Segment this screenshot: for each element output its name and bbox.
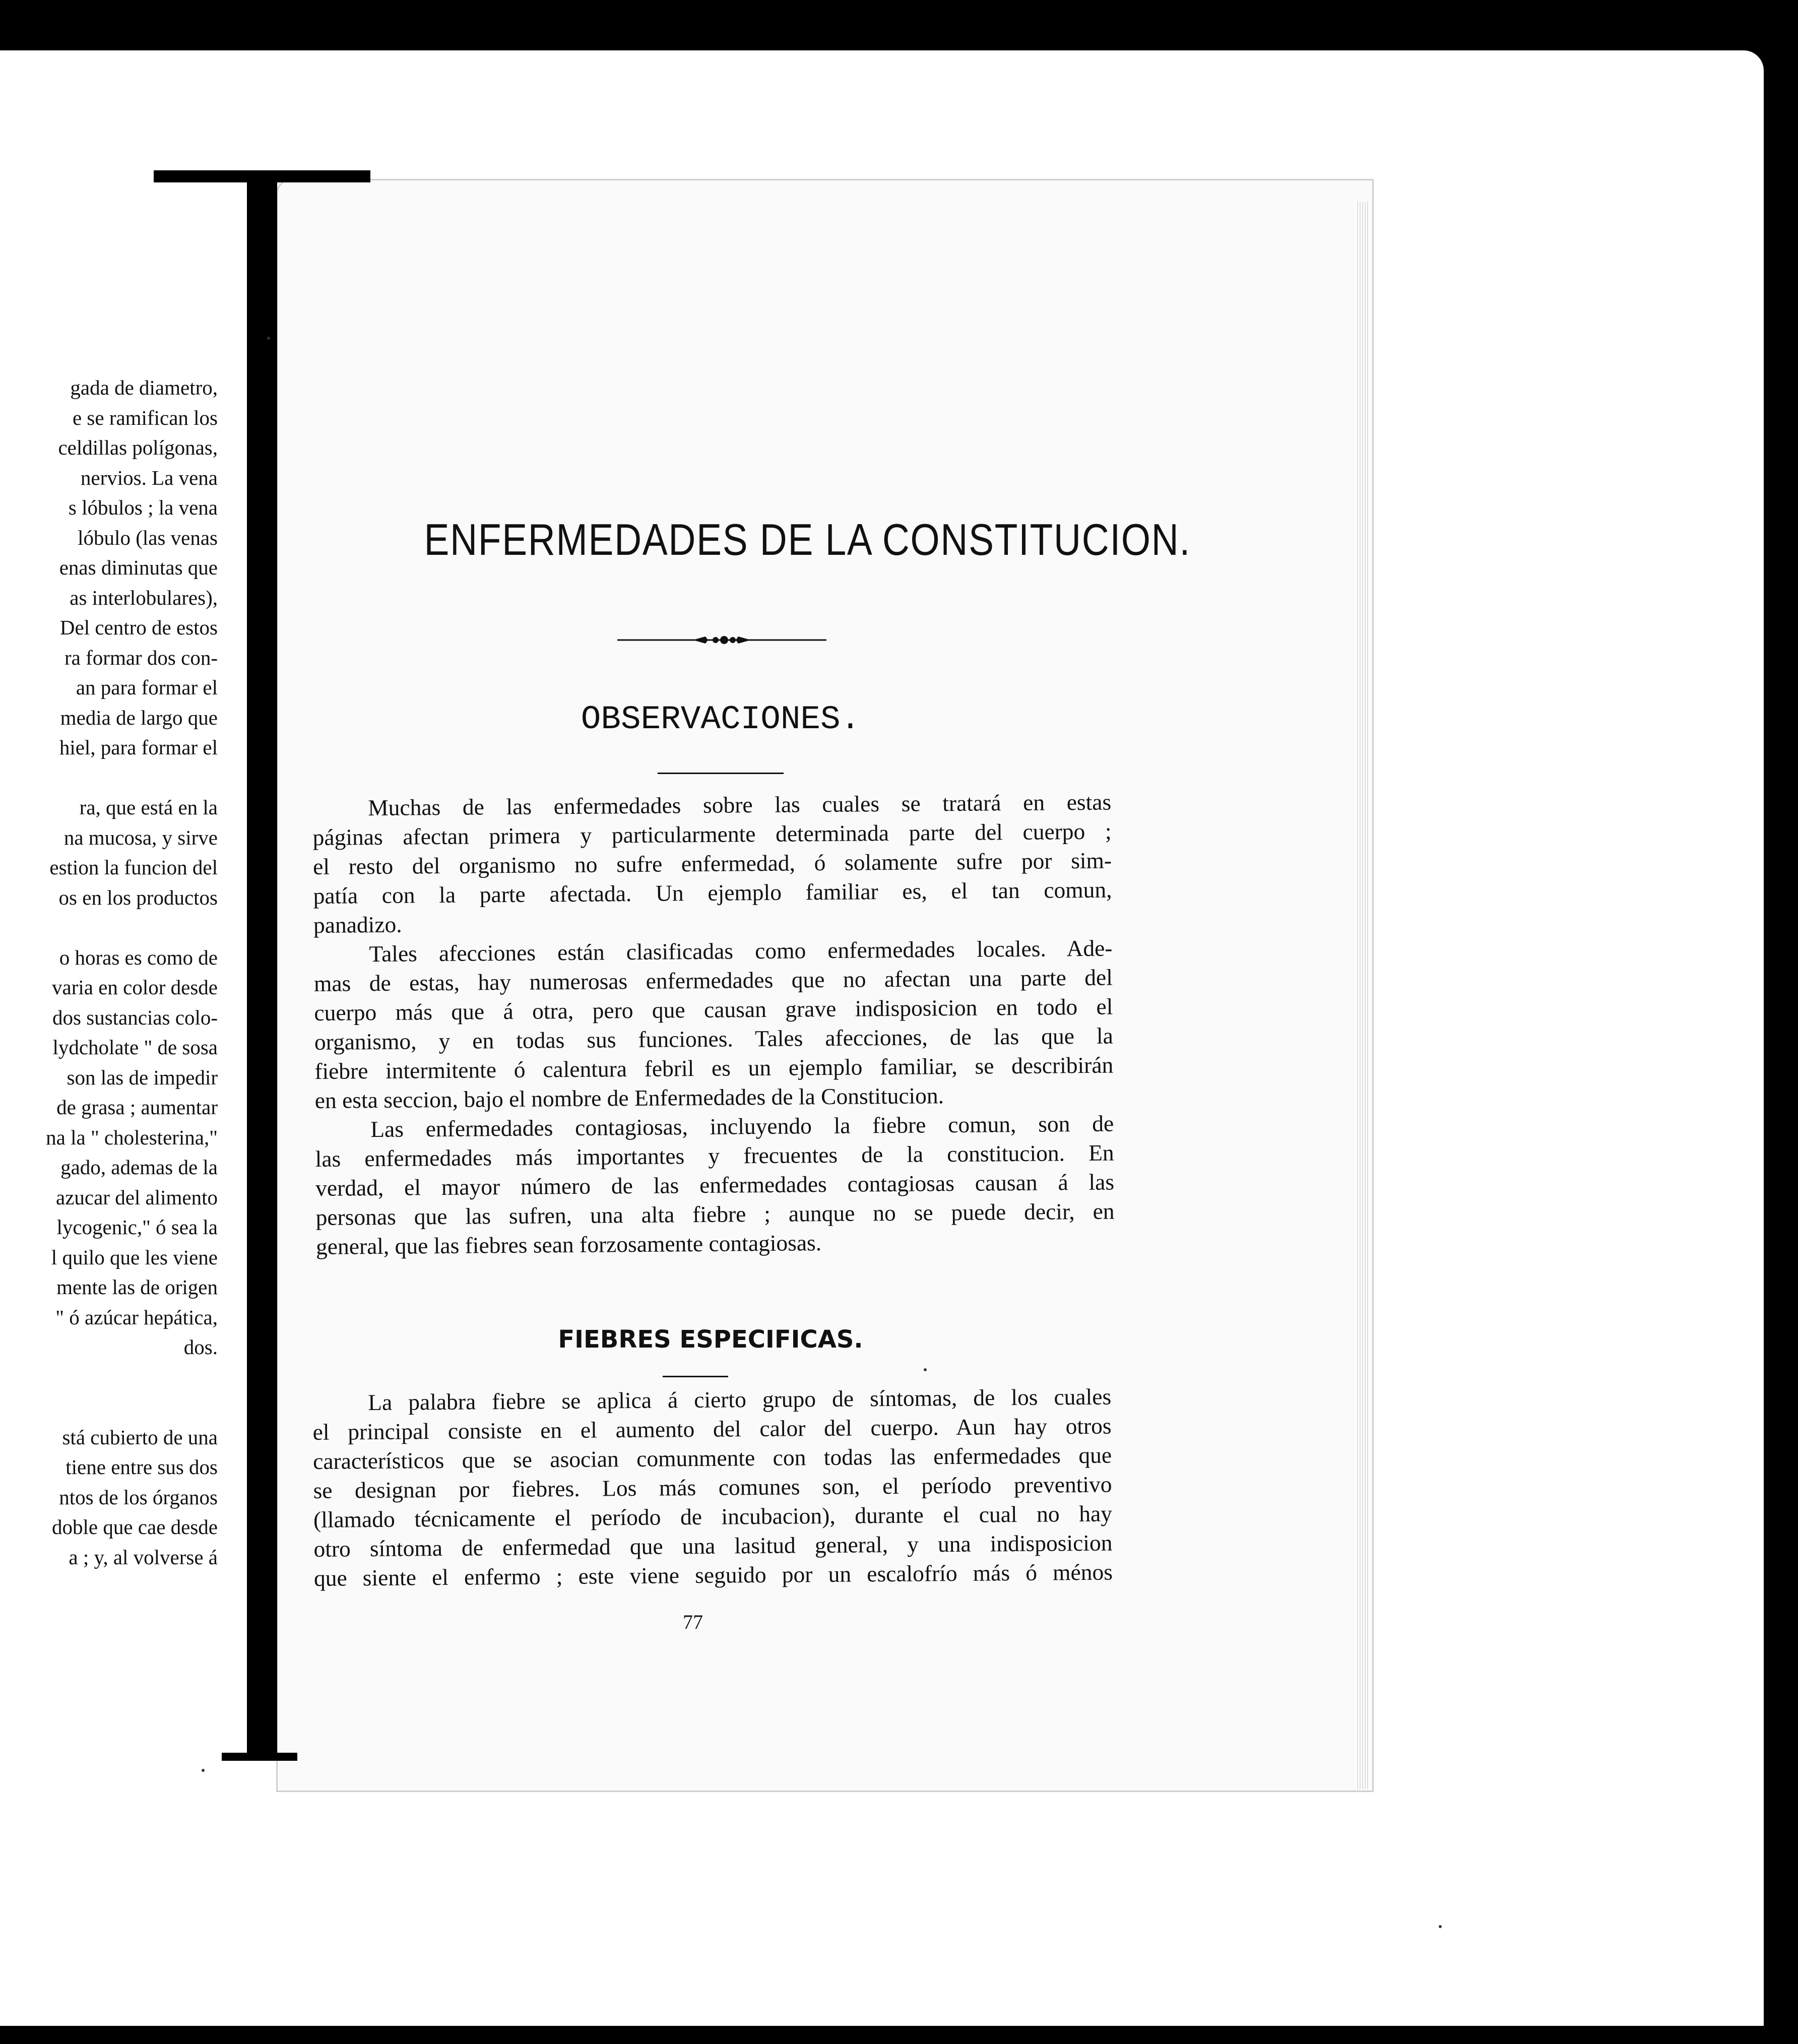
left-page — [0, 179, 252, 1754]
subheading: FIEBRES ESPECIFICAS. — [558, 1325, 863, 1354]
left-page-line: gado, ademas de la — [60, 1156, 218, 1179]
body-line: cuerpo más que á otra, pero que causan grave indisposicion en todo el — [314, 993, 1113, 1026]
left-page-line: ra, que está en la — [79, 796, 218, 819]
body-line: el resto del organismo no sufre enfermedad, ó solamente sufre por sim- — [312, 847, 1112, 879]
left-page-line: varia en color desde — [52, 976, 218, 999]
left-page-line: lóbulo (las venas — [78, 526, 218, 549]
left-page-line: a ; y, al volverse á — [69, 1545, 218, 1569]
fiebres-text — [312, 1382, 1113, 1593]
body-line: el principal consiste en el aumento del calor del cuerpo. Aun hay otros — [312, 1413, 1112, 1445]
left-page-line: l quilo que les viene — [51, 1245, 218, 1269]
left-page-line: mente las de origen — [56, 1275, 218, 1299]
page-number: 77 — [683, 1611, 703, 1633]
left-page-line: doble que cae desde — [52, 1515, 218, 1539]
body-line: Las enfermedades contagiosas, incluyendo la fiebre comun, son de — [370, 1110, 1114, 1142]
scan-speck — [267, 337, 270, 340]
body-line: fiebre intermitente ó calentura febril es un ejemplo familiar, se describirán — [314, 1052, 1114, 1084]
scan-speck — [1439, 1925, 1442, 1928]
left-page-line: tiene entre sus dos — [66, 1455, 218, 1479]
left-page-line: Del centro de estos — [59, 616, 218, 639]
left-page-line — [0, 1392, 218, 1423]
body-line: otro síntoma de enfermedad que una lasitud general, y una indisposicion — [313, 1529, 1113, 1562]
left-page-line: enas diminutas que — [59, 556, 218, 579]
left-page-line: lydcholate " de sosa — [52, 1036, 218, 1059]
left-page-line: lycogenic," ó sea la — [56, 1216, 218, 1239]
left-page-line: azucar del alimento — [56, 1185, 218, 1209]
left-page-line: ntos de los órganos — [59, 1485, 218, 1509]
binding-clamp-bar — [247, 171, 277, 1759]
left-page-line — [0, 763, 218, 793]
body-line: Muchas de las enfermedades sobre las cuales se tratará en estas — [368, 789, 1112, 821]
body-line: que siente el enfermo ; este viene seguido por un escalofrío más ó ménos — [313, 1559, 1113, 1591]
left-page-line: hiel, para formar el — [59, 736, 218, 759]
left-page-line — [0, 1363, 218, 1393]
left-page-line: de grasa ; aumentar — [56, 1096, 218, 1119]
body-line: Tales afecciones están clasificadas como enfermedades locales. Ade- — [369, 935, 1113, 967]
scan-speck — [202, 1769, 205, 1772]
page-title: ENFERMEDADES DE LA CONSTITUCION. — [424, 515, 1191, 564]
body-line: se designan por fiebres. Los más comunes son, el período preventivo — [313, 1471, 1112, 1503]
left-page-line: as interlobulares), — [70, 586, 218, 609]
left-page-line: os en los productos — [58, 885, 218, 909]
body-line: patía con la parte afectada. Un ejemplo familiar es, el tan comun, — [313, 876, 1112, 909]
body-line: páginas afectan primera y particularmente determinada parte del cuerpo ; — [312, 818, 1112, 850]
body-line: La palabra fiebre se aplica á cierto grupo de síntomas, de los cuales — [368, 1383, 1112, 1416]
left-page-line: na mucosa, y sirve — [63, 825, 218, 849]
left-page-line: na la " cholesterina," — [46, 1125, 218, 1149]
body-line: las enfermedades más importantes y frecuentes de la constitucion. En — [315, 1139, 1114, 1172]
subheading-rule — [663, 1376, 728, 1377]
body-line: en esta seccion, bajo el nombre de Enfermedades de la Constitucion. — [314, 1082, 944, 1113]
left-page-line: o horas es como de — [59, 945, 218, 969]
body-line: organismo, y en todas sus funciones. Tales afecciones, de las que la — [314, 1023, 1114, 1055]
scanner-bottom-border — [0, 2026, 1798, 2044]
body-line: verdad, el mayor número de las enfermedades contagiosas causan á las — [315, 1169, 1115, 1201]
scan-speck — [924, 1368, 927, 1371]
body-line: característicos que se asocian comunmente con todas las enfermedades que — [312, 1442, 1112, 1474]
left-page-line: media de largo que — [60, 706, 218, 729]
body-line: (llamado técnicamente el período de incubacion), durante el cual no hay — [313, 1500, 1113, 1532]
left-page-line: s lóbulos ; la vena — [68, 496, 218, 519]
section-rule — [658, 773, 784, 774]
left-page-line: nervios. La vena — [80, 466, 218, 489]
left-page-line: dos sustancias colo- — [52, 1005, 218, 1029]
body-line: general, que las fiebres sean forzosamente contagiosas. — [315, 1230, 822, 1259]
left-page-line: " ó azúcar hepática, — [55, 1305, 218, 1329]
left-page-line — [0, 913, 218, 943]
left-page-line: ra formar dos con- — [65, 646, 218, 669]
left-page-line: stá cubierto de una — [62, 1425, 218, 1449]
body-line: personas que las sufren, una alta fiebre ; aunque no se puede decir, en — [315, 1198, 1115, 1230]
body-line: panadizo. — [313, 911, 402, 938]
scanner-right-border — [1764, 50, 1798, 2026]
left-page-text — [0, 373, 218, 1572]
observaciones-text — [312, 788, 1115, 1261]
page-edge-stack — [1356, 202, 1370, 1789]
left-page-line: dos. — [183, 1335, 218, 1359]
left-page-line: son las de impedir — [67, 1065, 218, 1089]
body-line: mas de estas, hay numerosas enfermedades que no afectan una parte del — [313, 964, 1113, 996]
left-page-line: celdillas polígonas, — [58, 436, 218, 459]
title-ornament — [617, 632, 826, 648]
left-page-line: gada de diametro, — [70, 376, 218, 399]
section-heading: OBSERVACIONES. — [581, 700, 861, 738]
left-page-line: estion la funcion del — [49, 856, 218, 879]
left-page-line: e se ramifican los — [72, 406, 218, 429]
binding-clamp-foot — [222, 1753, 297, 1761]
left-page-line: an para formar el — [76, 676, 218, 699]
